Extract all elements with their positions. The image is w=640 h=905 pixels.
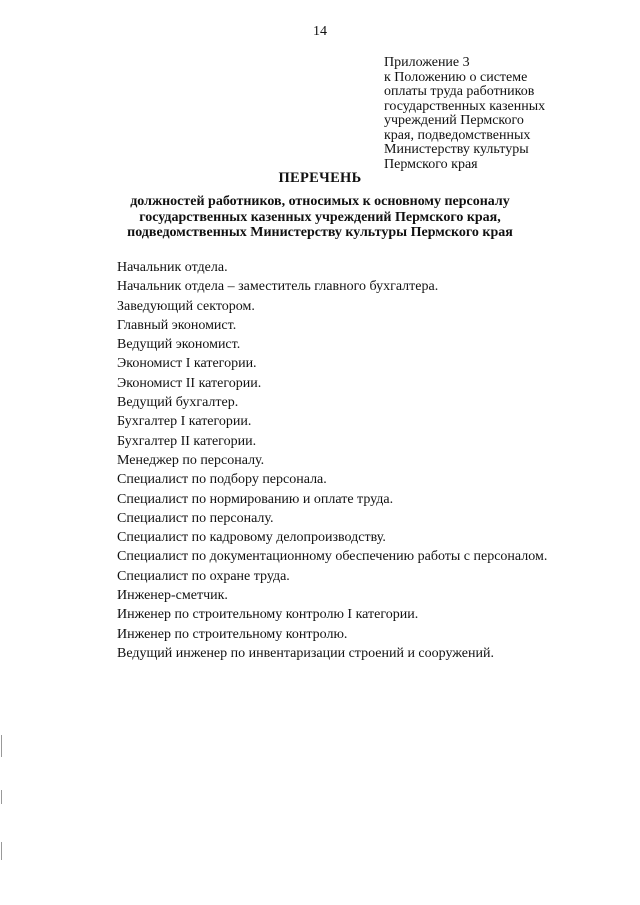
positions-list	[117, 258, 547, 663]
position-item: Заведующий сектором.	[117, 298, 255, 314]
position-item: Менеджер по персоналу.	[117, 452, 265, 468]
appendix-line: Приложение 3	[384, 55, 470, 70]
appendix-line: Министерству культуры	[384, 142, 529, 157]
appendix-block	[384, 56, 614, 172]
scan-artifact	[1, 735, 2, 757]
appendix-line: Пермского края	[384, 156, 478, 172]
position-item: Экономист II категории.	[117, 375, 262, 391]
appendix-line: к Положению о системе	[384, 69, 528, 85]
scan-artifact	[1, 790, 2, 804]
position-item: Специалист по кадровому делопроизводству.	[117, 530, 386, 546]
position-item: Ведущий инженер по инвентаризации строений и сооружений.	[117, 645, 494, 661]
position-item: Начальник отдела.	[117, 260, 228, 275]
position-item: Специалист по охране труда.	[117, 568, 290, 584]
position-item: Специалист по нормированию и оплате труда.	[117, 491, 394, 507]
position-item: Ведущий бухгалтер.	[117, 395, 239, 411]
appendix-line: учреждений Пермского	[384, 113, 524, 128]
appendix-line: оплаты труда работников	[384, 84, 535, 99]
subtitle-line: подведомственных Министерству культуры Пермского края	[127, 225, 513, 240]
position-item: Бухгалтер I категории.	[117, 414, 252, 430]
page-number: 14	[313, 24, 327, 39]
position-item: Специалист по документационному обеспечению работы с персоналом.	[117, 549, 548, 565]
subtitle-line: должностей работников, относимых к основному персоналу	[130, 194, 510, 209]
position-item: Специалист по персоналу.	[117, 510, 274, 526]
document-title: ПЕРЕЧЕНЬ	[278, 170, 362, 186]
position-item: Начальник отдела – заместитель главного бухгалтера.	[117, 279, 439, 295]
position-item: Экономист I категории.	[117, 356, 257, 372]
position-item: Ведущий экономист.	[117, 337, 241, 353]
document-subtitle	[0, 194, 640, 241]
position-item: Инженер по строительному контролю I категории.	[117, 607, 419, 623]
position-item: Специалист по подбору персонала.	[117, 472, 327, 488]
position-item: Главный экономист.	[117, 317, 237, 333]
subtitle-line: государственных казенных учреждений Пермского края,	[139, 209, 501, 225]
position-item: Инженер по строительному контролю.	[117, 626, 348, 642]
appendix-line: государственных казенных	[384, 98, 546, 114]
position-item: Инженер-сметчик.	[117, 588, 228, 604]
appendix-line: края, подведомственных	[384, 127, 531, 143]
position-item: Бухгалтер II категории.	[117, 433, 257, 449]
scan-artifact	[1, 842, 2, 860]
